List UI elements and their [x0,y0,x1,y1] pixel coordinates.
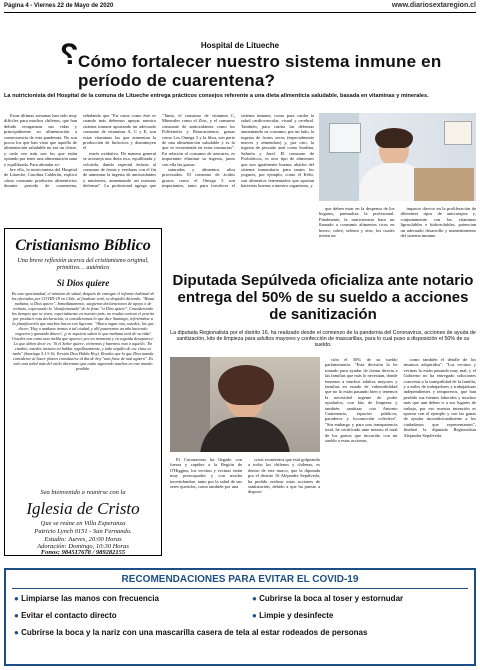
article2-lead: La diputada Regionalista por el distrito 16, ha realizado desde el comienzo de la pandemia del Coronavirus, acciones de ayuda de sanitización, kits de limpieza para adultos mayores y confección de mascarillas, para lo cual puso a disposición el 50% de su sueldo. [170,330,476,349]
deputy-photo [170,357,320,452]
covid-item-4 [252,611,333,620]
article1-title: Cómo fortalecer nuestro sistema inmune en período de cuarentena? [78,52,442,90]
site-url[interactable]: www.diariosextaregion.cl [391,2,476,9]
covid-item-3-text: Evitar el contacto directo [21,611,117,620]
article1-col1: Estas últimas semanas han sido muy difíciles para muchos chilenos, que han debido reorganizar sus vidas y principalmente su alimentación a consecuencia de esta pandemia. No son pocos los que han visto que aquello de alimentación saludable no era un chiste, y cada vez más son los que están optando por tener una alimentación sana y equilibrada. Para ahondar so- [4,113,77,167]
sidebar-invite: Sea bienvenido a reunirse con la [40,489,126,496]
bullet-icon: ● [14,628,19,637]
church-address2: Patricio Lynch 0151 - San Fernando. [34,528,132,535]
covid-item-1 [14,594,159,603]
covid-box [4,568,476,666]
article1-col6: impacto directo en la proliferación de diferentes tipos de anticuerpos y, conjuntamente con las vitaminas liposolubles e hidrosolubles, potencian un adecuado desarrollo y mantenimiento del sistema inmune. [400,206,476,239]
article2-text-left [170,457,320,495]
article1-col2: bre ello, la nutricionista del Hospital de Litueche, Carolina Calderón, explicó cómo consumir productos alimenticios durante periodo de cuarentena, señalando que "En casos como éste es cuando más debemos apoyar nuestro sistema inmune aportando un adecuado consumo de vitaminas A, C y E, son estas vitaminas las que aumentan la producción de linfocitos y disminuyen el [4,113,156,189]
article2-col3: ción el 50% de su sueldo parlamentario. "Esta decisión la he tomado para ayudar de forma directa a las familias que más lo necesitan, donde tenemos a muchos adultos mayores y familias en estado de vulnerabilidad que no lo están pasando bien y tenemos la necesidad urgente de poder ayudarlos, con kits de limpieza y también sanitizar con Amonio Cuaternario, espacios públicos, paraderos y locomoción colectiva". "Sin embargo y para una transparencia total, he certificado ante notario el total de los gastos que incurrido con mi sueldo a estas acciones, [325,357,398,444]
bullet-icon: ● [252,594,257,603]
sidebar-heading: Si Dios quiere [56,278,110,288]
article1-icon-qmark: ? [60,38,79,71]
covid-item-3 [14,611,117,620]
article1-col4: saturadas y alimentos ultra procesados. El consumo de ácidos grasos como el Omega 3 son importantes, tanto para fortalecer el sistema inmune, como para cuidar la salud cardiovascular, visual y cerebral. También, para cuidar las defensas aumentando su consumo, por un lado, la ingesta de frutos secos (especialmente nueces y almendras) y, por otro, la ingesta de pescado azul como Sardina, Salmón y Jurel. El consumo de Probióticos, es otro tipo de alimentos que son igualmente buenos aliados del sistema inmunitario para tantos los yogures, por ejemplo, como el Kéfir, son alimentos fermentados que aportan bacterias buenas a nuestro organismo, y [162,113,314,189]
covid-item-2-text: Cubrirse la boca al toser y estornudar [259,594,404,603]
sidebar-subtitle: Una breve reflexión acerca del cristianismo original, primitivo… auténtico [17,257,149,272]
nutritionist-photo [319,113,476,201]
article1-col5: que deben estar en la despensa de los hogares, puntualiza la profesional. Finalmente, la nutricionista hace un llamado a consumir alimentos ricos en hierro, cobre, selenio y zinc, los cuales tienen un [319,206,395,239]
church-phones: Fonos: 984517678 / 989282155 [40,549,126,556]
article2-col4: como también el detalle de los insumos adquiridos". "Los vecinos y vecinas lo están pasando muy mal, y el Gobierno no ha entregado soluciones concretas a la tranquilidad de la familia, y a miles de trabajadores y trabajadoras independientes y temporeros, que han perdido sus fuentes laborales y muchos más que aún deben ir a sus lugares de trabajo, por eso nuestra intención es aportar con el ejemplo y con las ganas de ayudar incondicionalmente a los ciudadanos que representamos", finalizó la diputada Regionalista Alejandra Sepúlveda. [403,357,476,438]
kicker: Hospital de Litueche [200,41,280,50]
church-schedule1: Estudio: Jueves, 20:00 Horas [44,536,122,543]
sidebar-body: En una oportunidad, el ministro de salud, después de entregar el informe habitual de los afectados por COVID-19 en Chile, al finalizar votó, se despidió diciendo: "Hasta mañana, si Dios quiere". Inmediatamente, surgieron declaraciones de apoyo o de rechazo, expresando la "desafortunada" de la frase "si Dios quiere". Considerando los tiempos que se viven, especialmente en nuestro país, no resulta curioso el prurito por producir esta declaración, si consideramos lo que dice Santiago, refiriéndose a la planificación que muchos hacen con ligereza: "Ahora oigan esto, ustedes, los que dicen: 'Hoy o mañana iremos a tal ciudad, y allí pasaremos un año haciendo negocios y ganando dinero', ¡y ni siquiera saben lo que mañana será de su vida! Ustedes son como una niebla que aparece por un momento y en seguida desaparece. Lo que deben decir es: 'Si el Señor quiere, viviremos y haremos esto o aquello.' En cambio, ustedes insisten en hablar orgullosamente, y todo orgullo de ese clase es malo" (Santiago 5:13-16, Versión Dios Habla Hoy). Resulta que lo que Dios manda considerar al hacer planes constituirse al día de hoy "una frase de mal agüero". Es solo una señal más del estilo aberrante que están siguiendo muchos en este mundo perdido. [11,291,155,371]
article1-col3: estrés oxidativo. De manera general se aconseja una dieta rica, equilibrada y colorida, dando especial énfasis al consumo de frutas y verduras con el fin de aumentar la ingesta de antioxidantes y nutrientes, aumentando así nuestras defensas". La profesional agrega que "Tanto, el consumo de vitamina C, Minerales como el Zinc, y el consumo constante de antioxidantes como los Polifenoles y Betacarotenos, grasas como Los Omega 3 y la fibra, son parte de una alimentación saludable y es lo que se recomienda en estas instancias". En relación al consumo de azucares, es importante eliminar su ingesta, junto con ella las grasas [83,113,235,189]
article2-col1: El Coronavirus ha llegado con fuerza y rapidez a la Región de O'Higgins, los vecinos y vecinas están muy preocupados y con mucha incertidumbre, tanto por la salud de sus seres queridos, como también por una [170,457,242,490]
covid-item-2 [252,594,403,603]
article1-lead: La nutricionista del Hospital de la comuna de Litueche entrega prácticos consejos referente a una dieta alimenticia saludable, basada en vitaminas y minerales. [4,93,429,99]
sidebar-box [4,228,162,556]
bullet-icon: ● [14,594,19,603]
church-address1: Que se reúne en Villa Esperanza [40,520,126,527]
bullet-icon: ● [14,611,19,620]
bullet-icon: ● [252,611,257,620]
article2-text-right [325,357,476,537]
covid-title-rule [12,588,468,589]
covid-title: RECOMENDACIONES PARA EVITAR EL COVID-19 [121,574,359,585]
header-rule [4,12,476,13]
covid-item-4-text: Limpie y desinfecte [259,611,334,620]
covid-item-1-text: Limpiarse las manos con frecuencia [21,594,159,603]
covid-item-5-text: Cubrirse la boca y la nariz con una mascarilla casera de tela al estar rodeados de personas [21,628,368,637]
sidebar-title: Cristianismo Bíblico [15,237,151,254]
page-info: Página 4 - Viernes 22 de Mayo de 2020 [4,3,114,9]
article1-text-right [319,206,476,266]
article2-col2: crisis económica que está golpeando a todos los chilenos y chilenas, es dentro de este marco, que la diputada por el distrito 16 Alejandra Sepúlveda, ha podido realizar estas acciones de sanitización, debido a que ha puesto a disposi- [248,457,320,495]
covid-item-5 [14,628,470,637]
church-name: Iglesia de Cristo [26,499,140,518]
article2-title: Diputada Sepúlveda oficializa ante notario entrega del 50% de su sueldo a acciones de sanitización [172,272,474,323]
church-schedule2: Adoración: Domingo, 10:30 Horas [37,543,129,550]
